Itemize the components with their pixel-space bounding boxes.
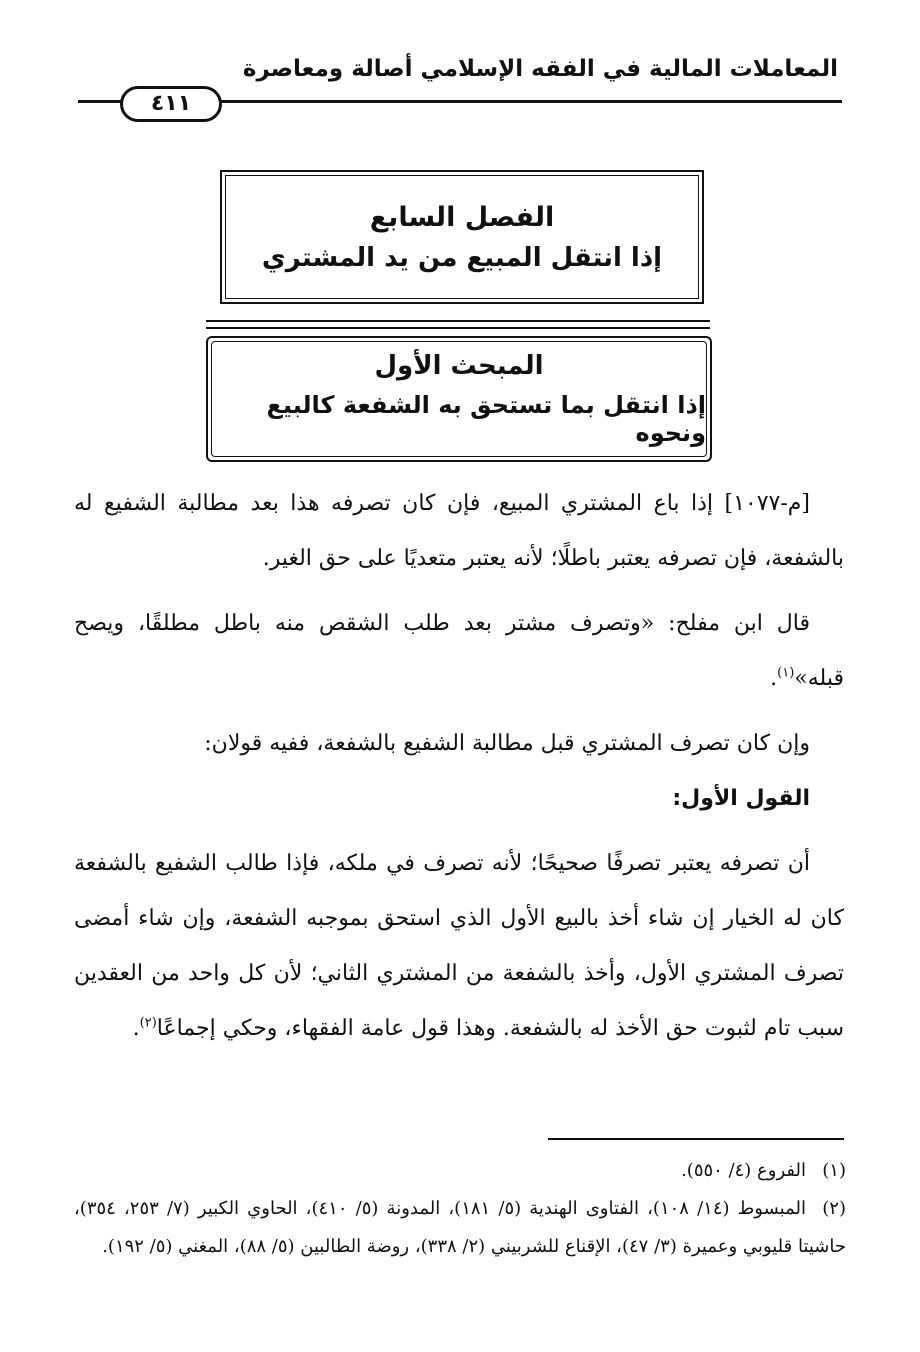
- paragraph-4: [74, 836, 844, 1056]
- page-number: ٤١١: [120, 86, 222, 122]
- footnote-number: (١): [822, 1160, 846, 1181]
- footnote-ref-1: (١): [777, 665, 795, 681]
- paragraph-3: وإن كان تصرف المشتري قبل مطالبة الشفيع بالشفعة، ففيه قولان:: [204, 731, 810, 756]
- quote-text: قال ابن مفلح: «وتصرف مشتر بعد طلب الشقص منه باطل مطلقًا، ويصح قبله»: [74, 611, 844, 691]
- opinion-text: أن تصرفه يعتبر تصرفًا صحيحًا؛ لأنه تصرف في ملكه، فإذا طالب الشفيع بالشفعة كان له الخيار إن شاء أخذ بالبيع الأول الذي استحق بموجبه الشفعة، وإن شاء أمضى تصرف المشتري الأول، وأخذ بالشفعة من المشتري الثاني؛ لأن كل واحد من العقدين سبب تام لثبوت حق الأخذ له بالشفعة. وهذا قول عامة الفقهاء، وحكي إجماعًا: [74, 851, 844, 1041]
- paragraph-1: [م-١٠٧٧] إذا باع المشتري المبيع، فإن كان تصرفه هذا بعد مطالبة الشفيع له بالشفعة، فإن تصرفه يعتبر باطلًا؛ لأنه يعتبر متعديًا على حق الغير.: [74, 491, 844, 571]
- chapter-title: الفصل السابع: [369, 201, 555, 233]
- chapter-subtitle: إذا انتقل المبيع من يد المشتري: [261, 242, 663, 273]
- footnote-rule: [548, 1138, 844, 1140]
- footnote-2: [74, 1190, 846, 1266]
- section-title: المبحث الأول: [374, 351, 544, 381]
- section-rule-bottom: [206, 327, 710, 329]
- section-subtitle: إذا انتقل بما تستحق به الشفعة كالبيع ونحوه: [266, 391, 706, 447]
- section-title-box: [206, 336, 712, 462]
- footnote-text: الفروع (٤/ ٥٥٠).: [681, 1160, 806, 1181]
- sentence-end: .: [132, 1016, 140, 1041]
- sentence-end: .: [770, 666, 778, 691]
- footnote-number: (٢): [822, 1198, 846, 1219]
- footnote-ref-2: (٢): [139, 1015, 157, 1031]
- body-text: [74, 476, 844, 1056]
- book-title: المعاملات المالية في الفقه الإسلامي أصالة ومعاصرة: [242, 56, 838, 82]
- footnotes: [74, 1152, 846, 1266]
- section-rule-top: [206, 320, 710, 322]
- paragraph-2: [74, 596, 844, 706]
- chapter-title-box: [220, 170, 704, 304]
- footnote-text: المبسوط (١٤/ ١٠٨)، الفتاوى الهندية (٥/ ١٨١)، المدونة (٥/ ٤١٠)، الحاوي الكبير (٧/ ٢٥٣، ٣٥٤)، حاشيتا قليوبي وعميرة (٣/ ٤٧)، الإقناع للشربيني (٢/ ٣٣٨)، روضة الطالبين (٥/ ٨٨)، المغني (٥/ ١٩٢).: [74, 1198, 846, 1257]
- opinion-heading: القول الأول:: [672, 786, 810, 811]
- footnote-1: [74, 1152, 846, 1190]
